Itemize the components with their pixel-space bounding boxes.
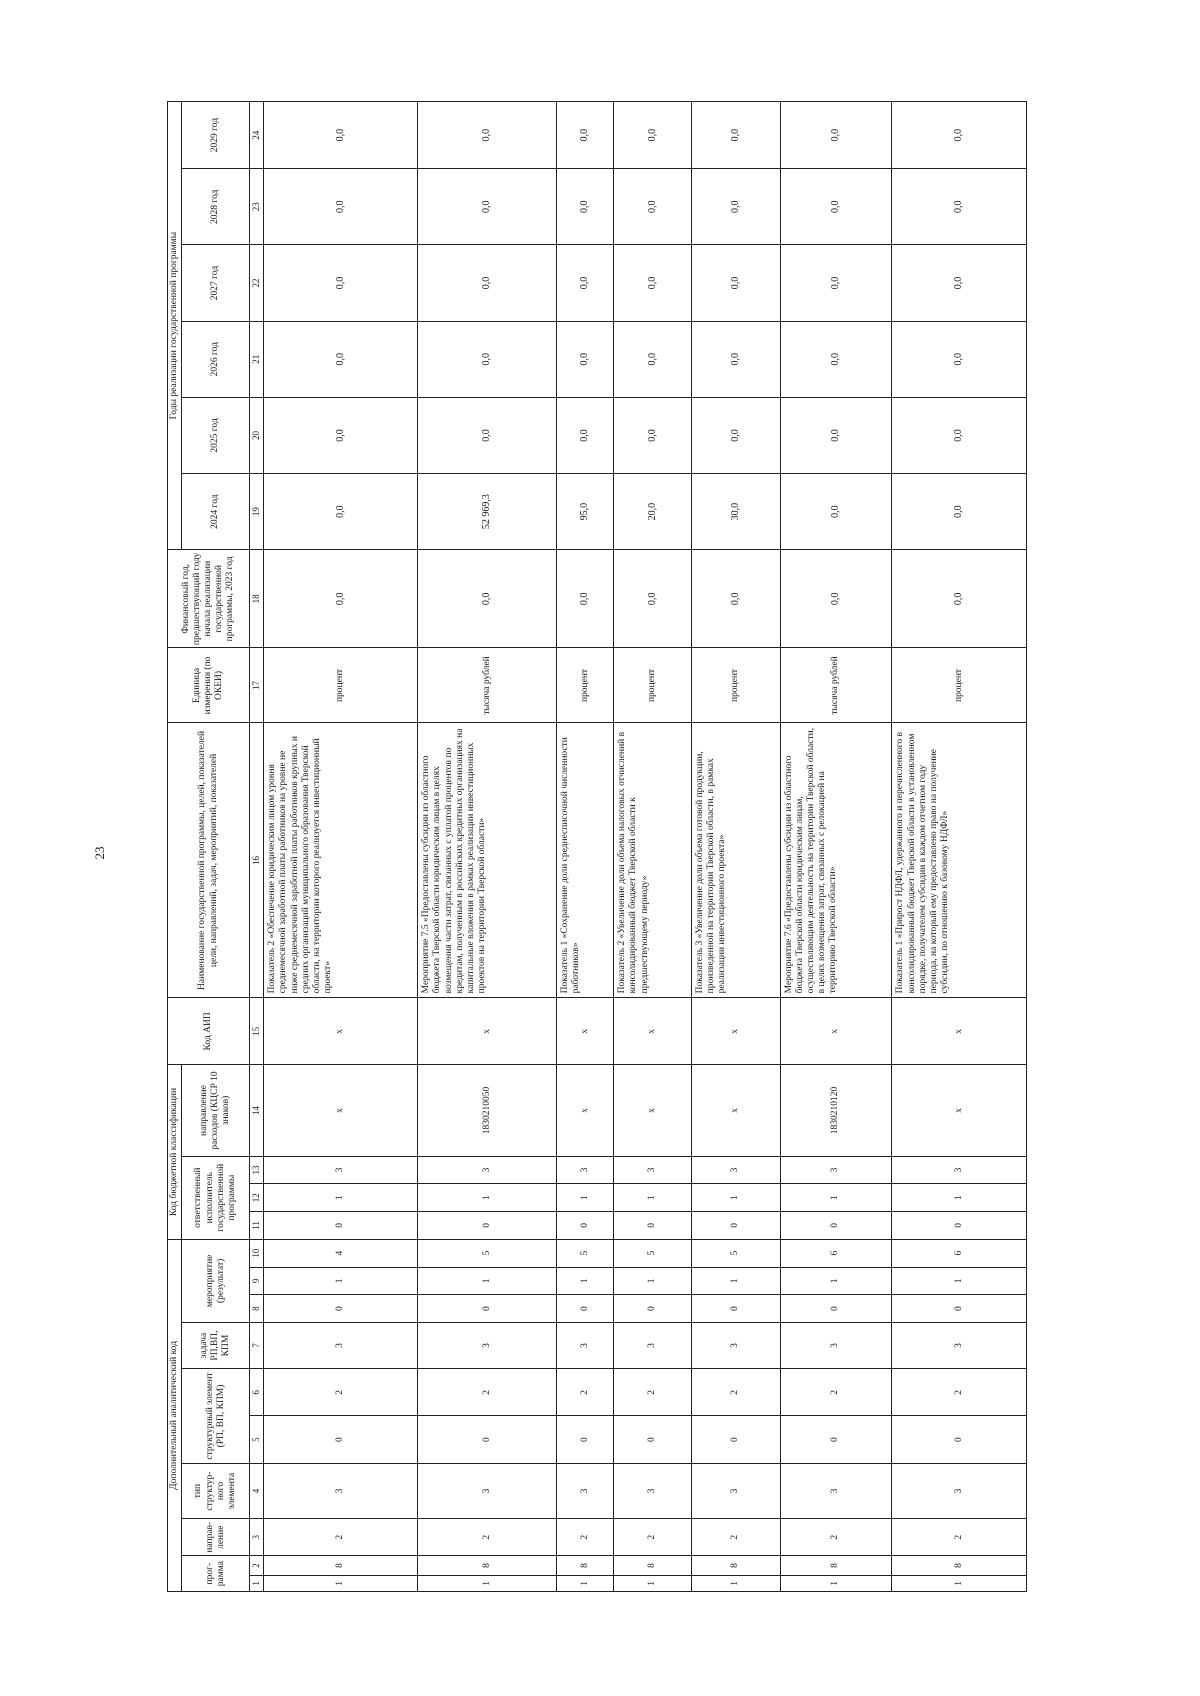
code-measure-2: 1 <box>418 1267 557 1295</box>
value-2026: 0,0 <box>691 321 780 397</box>
column-number: 23 <box>250 169 264 245</box>
code-executor-3: 3 <box>614 1156 692 1184</box>
code-aip: x <box>264 998 418 1065</box>
code-measure-3: 4 <box>264 1239 418 1267</box>
row-name: Мероприятие 7.6 «Предоставлены субсидии из областного бюджета Тверской области юридическим лицам, осуществляющим деятельность на территории Тверской области, в целях возмещения затрат, связанных с релокацией на территорию Тверской области» <box>780 723 892 998</box>
code-executor-1: 0 <box>264 1212 418 1240</box>
value-2027: 0,0 <box>691 245 780 321</box>
code-executor-1: 0 <box>557 1212 614 1240</box>
table-row <box>418 102 557 1592</box>
table-row <box>780 102 892 1592</box>
code-expense-direction: x <box>892 1065 1027 1156</box>
code-structural-element-1: 0 <box>264 1416 418 1463</box>
code-executor-3: 3 <box>264 1156 418 1184</box>
value-2024: 0,0 <box>780 474 892 550</box>
row-name: Показатель 1 «Прирост НДФЛ, удержанного и перечисленного в консолидированный бюджет Тверской области в установленном порядке, получателем субсидии в каждом отчетном году периода, на который ему предоставлено право на получение субсидии, по отношению к базовому НДФЛ» <box>892 723 1027 998</box>
code-measure-1: 0 <box>614 1295 692 1323</box>
value-2028: 0,0 <box>614 169 692 245</box>
code-measure-3: 5 <box>691 1239 780 1267</box>
column-number: 5 <box>250 1416 264 1463</box>
header-implementation-years: Годы реализации государственной программы <box>168 102 182 550</box>
code-structural-element-2: 2 <box>418 1369 557 1416</box>
code-task: 3 <box>418 1322 557 1368</box>
value-2027: 0,0 <box>780 245 892 321</box>
column-number: 15 <box>250 998 264 1065</box>
code-executor-2: 1 <box>557 1184 614 1212</box>
code-programma-2: 8 <box>892 1556 1027 1576</box>
value-2024: 20,0 <box>614 474 692 550</box>
value-2025: 0,0 <box>780 397 892 473</box>
code-task: 3 <box>780 1322 892 1368</box>
code-programma-1: 1 <box>780 1575 892 1591</box>
column-number: 1 <box>250 1575 264 1591</box>
column-number-row <box>250 102 264 1592</box>
code-task: 3 <box>264 1322 418 1368</box>
value-2027: 0,0 <box>614 245 692 321</box>
code-executor-1: 0 <box>780 1212 892 1240</box>
code-measure-3: 5 <box>418 1239 557 1267</box>
code-measure-1: 0 <box>691 1295 780 1323</box>
value-2023: 0,0 <box>780 550 892 648</box>
code-measure-3: 5 <box>614 1239 692 1267</box>
header-additional-analytic-code: Дополнительный аналитический код <box>168 1239 182 1591</box>
code-element-type: 3 <box>780 1463 892 1518</box>
header-year-2029: 2029 год <box>182 102 250 169</box>
code-structural-element-1: 0 <box>557 1416 614 1463</box>
code-executor-2: 1 <box>614 1184 692 1212</box>
value-2025: 0,0 <box>557 397 614 473</box>
code-executor-3: 3 <box>557 1156 614 1184</box>
code-aip: x <box>614 998 692 1065</box>
code-expense-direction: 1830210050 <box>418 1065 557 1156</box>
code-executor-3: 3 <box>780 1156 892 1184</box>
header-napravlenie: направ-ление <box>182 1519 250 1556</box>
code-executor-2: 1 <box>892 1184 1027 1212</box>
code-executor-2: 1 <box>418 1184 557 1212</box>
column-number: 11 <box>250 1212 264 1240</box>
column-number: 20 <box>250 397 264 473</box>
code-executor-2: 1 <box>780 1184 892 1212</box>
value-2025: 0,0 <box>418 397 557 473</box>
code-structural-element-2: 2 <box>691 1369 780 1416</box>
code-measure-3: 5 <box>557 1239 614 1267</box>
value-2025: 0,0 <box>264 397 418 473</box>
code-measure-2: 1 <box>892 1267 1027 1295</box>
code-element-type: 3 <box>264 1463 418 1518</box>
code-task: 3 <box>557 1322 614 1368</box>
code-programma-1: 1 <box>418 1575 557 1591</box>
value-2023: 0,0 <box>892 550 1027 648</box>
value-2029: 0,0 <box>892 102 1027 169</box>
code-structural-element-2: 2 <box>264 1369 418 1416</box>
header-budget-classification-code: Код бюджетной классификации <box>168 1065 182 1239</box>
value-2026: 0,0 <box>892 321 1027 397</box>
row-unit: процент <box>892 648 1027 723</box>
code-programma-1: 1 <box>264 1575 418 1591</box>
value-2026: 0,0 <box>780 321 892 397</box>
code-structural-element-1: 0 <box>691 1416 780 1463</box>
value-2023: 0,0 <box>557 550 614 648</box>
header-year-2026: 2026 год <box>182 321 250 397</box>
value-2026: 0,0 <box>614 321 692 397</box>
row-name: Показатель 3 «Увеличение доли объема готовой продукции, произведенной на территории Тверской области, в рамках реализации инвестиционного проекта» <box>691 723 780 998</box>
code-aip: x <box>892 998 1027 1065</box>
value-2023: 0,0 <box>691 550 780 648</box>
header-structural-element: структурный элемент (РП, ВП, КПМ) <box>182 1369 250 1464</box>
value-2028: 0,0 <box>892 169 1027 245</box>
code-element-type: 3 <box>614 1463 692 1518</box>
column-number: 10 <box>250 1239 264 1267</box>
value-2029: 0,0 <box>418 102 557 169</box>
code-programma-2: 8 <box>557 1556 614 1576</box>
code-task: 3 <box>892 1322 1027 1368</box>
column-number: 13 <box>250 1156 264 1184</box>
code-measure-2: 1 <box>557 1267 614 1295</box>
column-number: 2 <box>250 1556 264 1576</box>
code-measure-1: 0 <box>780 1295 892 1323</box>
code-executor-3: 3 <box>691 1156 780 1184</box>
table-row <box>557 102 614 1592</box>
value-2026: 0,0 <box>557 321 614 397</box>
row-unit: тысяча рублей <box>780 648 892 723</box>
code-measure-1: 0 <box>418 1295 557 1323</box>
code-element-type: 3 <box>418 1463 557 1518</box>
code-aip: x <box>691 998 780 1065</box>
value-2029: 0,0 <box>264 102 418 169</box>
code-structural-element-2: 2 <box>557 1369 614 1416</box>
code-napravlenie: 2 <box>557 1519 614 1556</box>
code-element-type: 3 <box>691 1463 780 1518</box>
code-executor-2: 1 <box>691 1184 780 1212</box>
row-name: Показатель 1 «Сохранение доли среднесписочной численности работников» <box>557 723 614 998</box>
row-unit: процент <box>691 648 780 723</box>
code-aip: x <box>557 998 614 1065</box>
code-napravlenie: 2 <box>691 1519 780 1556</box>
header-year-2024: 2024 год <box>182 474 250 550</box>
value-2024: 30,0 <box>691 474 780 550</box>
table-body <box>264 102 1027 1592</box>
code-expense-direction: x <box>557 1065 614 1156</box>
header-year-2028: 2028 год <box>182 169 250 245</box>
value-2028: 0,0 <box>557 169 614 245</box>
value-2027: 0,0 <box>557 245 614 321</box>
value-2024: 0,0 <box>892 474 1027 550</box>
header-expense-direction: направление расходов (КЦСР 10 знаков) <box>182 1065 250 1156</box>
code-expense-direction: 1830210120 <box>780 1065 892 1156</box>
code-measure-2: 1 <box>780 1267 892 1295</box>
code-programma-2: 8 <box>780 1556 892 1576</box>
row-name: Показатель 2 «Обеспечение юридическим лицом уровня среднемесячной заработной платы работников на уровне не ниже среднемесячной заработной платы работников крупных и средних организаций муниципального образования Тверской области, на территории которого реализуется инвестиционный проект» <box>264 723 418 998</box>
code-programma-2: 8 <box>418 1556 557 1576</box>
code-programma-2: 8 <box>264 1556 418 1576</box>
code-structural-element-1: 0 <box>892 1416 1027 1463</box>
value-2024: 52 969,3 <box>418 474 557 550</box>
column-number: 8 <box>250 1295 264 1323</box>
code-measure-1: 0 <box>557 1295 614 1323</box>
header-programma: прог-рамма <box>182 1556 250 1592</box>
column-number: 16 <box>250 723 264 998</box>
row-unit: тысяча рублей <box>418 648 557 723</box>
column-number: 9 <box>250 1267 264 1295</box>
value-2023: 0,0 <box>418 550 557 648</box>
value-2024: 0,0 <box>264 474 418 550</box>
code-measure-1: 0 <box>892 1295 1027 1323</box>
page-number: 23 <box>92 846 107 860</box>
row-unit: процент <box>614 648 692 723</box>
column-number: 18 <box>250 550 264 648</box>
header-element-type: тип структур-ного элемента <box>182 1463 250 1518</box>
column-number: 14 <box>250 1065 264 1156</box>
code-expense-direction: x <box>264 1065 418 1156</box>
header-task: задача РП,ВП, КПМ <box>182 1322 250 1368</box>
code-structural-element-2: 2 <box>892 1369 1027 1416</box>
column-number: 24 <box>250 102 264 169</box>
header-measure: мероприятие (результат) <box>182 1239 250 1322</box>
code-executor-1: 0 <box>892 1212 1027 1240</box>
code-measure-2: 1 <box>691 1267 780 1295</box>
header-responsible-executor: ответственный исполнитель государственной программы <box>182 1156 250 1239</box>
column-number: 4 <box>250 1463 264 1518</box>
column-number: 22 <box>250 245 264 321</box>
value-2028: 0,0 <box>418 169 557 245</box>
code-programma-1: 1 <box>691 1575 780 1591</box>
code-element-type: 3 <box>557 1463 614 1518</box>
value-2028: 0,0 <box>691 169 780 245</box>
code-napravlenie: 2 <box>780 1519 892 1556</box>
code-structural-element-1: 0 <box>614 1416 692 1463</box>
row-name: Мероприятие 7.5 «Предоставлены субсидии из областного бюджета Тверской области юридическим лицам в целях возмещения части затрат, связанных с уплатой процентов по кредитам, полученным в российских кредитных организациях на капитальные вложения в рамках реализации инвестиционных проектов на территории Тверской области» <box>418 723 557 998</box>
code-executor-1: 0 <box>418 1212 557 1240</box>
code-expense-direction: x <box>614 1065 692 1156</box>
code-aip: x <box>418 998 557 1065</box>
code-programma-1: 1 <box>557 1575 614 1591</box>
value-2029: 0,0 <box>780 102 892 169</box>
budget-program-table <box>167 101 1027 1592</box>
budget-program-table-container <box>167 101 1027 1592</box>
code-executor-3: 3 <box>892 1156 1027 1184</box>
code-measure-3: 6 <box>892 1239 1027 1267</box>
value-2023: 0,0 <box>264 550 418 648</box>
value-2027: 0,0 <box>264 245 418 321</box>
code-executor-1: 0 <box>614 1212 692 1240</box>
code-element-type: 3 <box>892 1463 1027 1518</box>
code-structural-element-2: 2 <box>614 1369 692 1416</box>
table-row <box>614 102 692 1592</box>
value-2027: 0,0 <box>418 245 557 321</box>
table-row <box>892 102 1027 1592</box>
code-structural-element-1: 0 <box>418 1416 557 1463</box>
code-measure-2: 1 <box>264 1267 418 1295</box>
row-unit: процент <box>557 648 614 723</box>
column-number: 3 <box>250 1519 264 1556</box>
value-2024: 95,0 <box>557 474 614 550</box>
value-2023: 0,0 <box>614 550 692 648</box>
value-2029: 0,0 <box>691 102 780 169</box>
column-number: 17 <box>250 648 264 723</box>
code-executor-2: 1 <box>264 1184 418 1212</box>
code-napravlenie: 2 <box>614 1519 692 1556</box>
header-name: Наименование государственной программы, целей, показателей цели, направлений, задач, мероприятий, показателей <box>168 723 250 998</box>
header-year-2025: 2025 год <box>182 397 250 473</box>
code-programma-2: 8 <box>691 1556 780 1576</box>
header-aip-code: Код АИП <box>168 998 250 1065</box>
column-number: 7 <box>250 1322 264 1368</box>
code-structural-element-1: 0 <box>780 1416 892 1463</box>
table-row <box>691 102 780 1592</box>
header-unit: Единица измерения (по ОКЕИ) <box>168 648 250 723</box>
value-2025: 0,0 <box>614 397 692 473</box>
code-programma-1: 1 <box>892 1575 1027 1591</box>
code-task: 3 <box>614 1322 692 1368</box>
row-name: Показатель 2 «Увеличение доли объема налоговых отчислений в консолидированный бюджет Тверской области к предшествующему периоду» <box>614 723 692 998</box>
value-2026: 0,0 <box>264 321 418 397</box>
code-programma-2: 8 <box>614 1556 692 1576</box>
value-2029: 0,0 <box>614 102 692 169</box>
code-measure-3: 6 <box>780 1239 892 1267</box>
row-unit: процент <box>264 648 418 723</box>
code-measure-1: 0 <box>264 1295 418 1323</box>
value-2025: 0,0 <box>892 397 1027 473</box>
header-base-year: Финансовый год, предшествующий году начала реализации государственной программы, 2023 год <box>168 550 250 648</box>
code-napravlenie: 2 <box>264 1519 418 1556</box>
value-2027: 0,0 <box>892 245 1027 321</box>
code-executor-1: 0 <box>691 1212 780 1240</box>
value-2028: 0,0 <box>264 169 418 245</box>
value-2029: 0,0 <box>557 102 614 169</box>
code-aip: x <box>780 998 892 1065</box>
header-year-2027: 2027 год <box>182 245 250 321</box>
value-2025: 0,0 <box>691 397 780 473</box>
code-measure-2: 1 <box>614 1267 692 1295</box>
value-2028: 0,0 <box>780 169 892 245</box>
code-programma-1: 1 <box>614 1575 692 1591</box>
column-number: 6 <box>250 1369 264 1416</box>
code-napravlenie: 2 <box>892 1519 1027 1556</box>
code-structural-element-2: 2 <box>780 1369 892 1416</box>
code-expense-direction: x <box>691 1065 780 1156</box>
code-executor-3: 3 <box>418 1156 557 1184</box>
value-2026: 0,0 <box>418 321 557 397</box>
table-row <box>264 102 418 1592</box>
column-number: 19 <box>250 474 264 550</box>
column-number: 21 <box>250 321 264 397</box>
code-napravlenie: 2 <box>418 1519 557 1556</box>
code-task: 3 <box>691 1322 780 1368</box>
column-number: 12 <box>250 1184 264 1212</box>
